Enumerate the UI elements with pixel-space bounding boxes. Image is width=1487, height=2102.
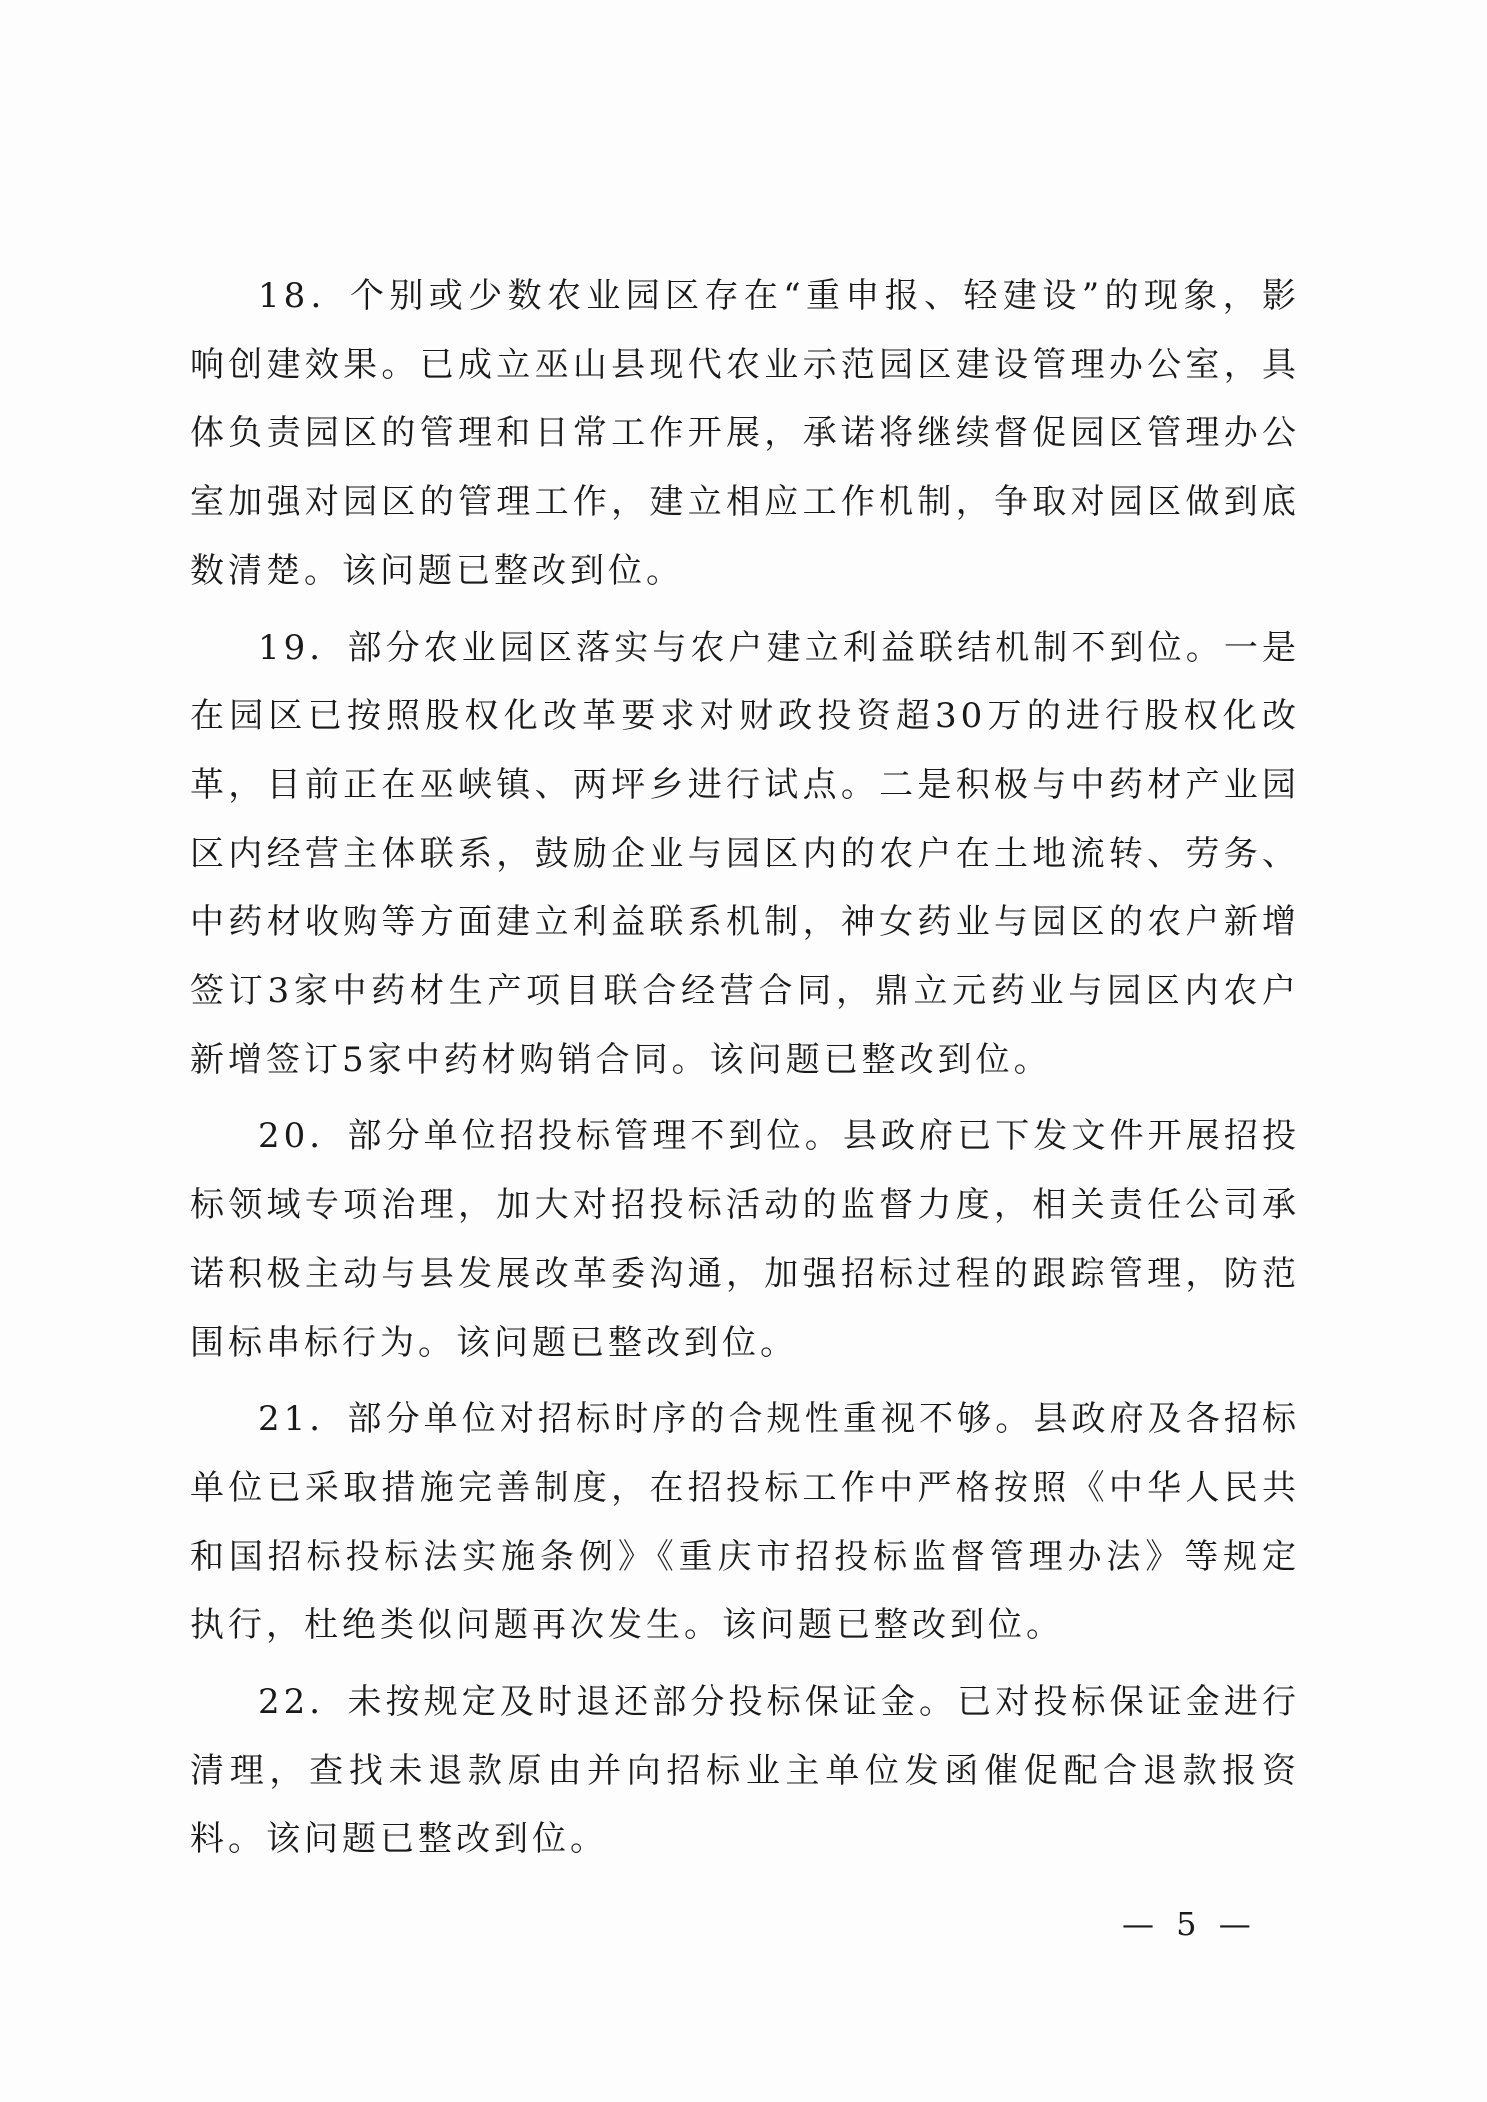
paragraph-20: 20．部分单位招投标管理不到位。县政府已下发文件开展招投标领域专项治理，加大对招投标活动的监督力度，相关责任公司承诺积极主动与县发展改革委沟通，加强招标过程的跟踪管理，防范围标串标行为。该问题已整改到位。 <box>190 1116 1300 1363</box>
page-number: — 5 — <box>1122 1905 1257 1943</box>
paragraph-21: 21．部分单位对招标时序的合规性重视不够。县政府及各招标单位已采取措施完善制度，在招投标工作中严格按照《中华人民共和国招标投标法实施条例》《重庆市招投标监督管理办法》等规定执行，杜绝类似问题再次发生。该问题已整改到位。 <box>190 1399 1300 1646</box>
document-body <box>190 262 1300 1882</box>
paragraph-19: 19．部分农业园区落实与农户建立利益联结机制不到位。一是在园区已按照股权化改革要求对财政投资超30万的进行股权化改革，目前正在巫峡镇、两坪乡进行试点。二是积极与中药材产业园区内经营主体联系，鼓励企业与园区内的农户在土地流转、劳务、中药材收购等方面建立利益联系机制，神女药业与园区的农户新增签订3家中药材生产项目联合经营合同，鼎立元药业与园区内农户新增签订5家中药材购销合同。该问题已整改到位。 <box>190 627 1300 1080</box>
paragraph-18: 18．个别或少数农业园区存在“重申报、轻建设”的现象，影响创建效果。已成立巫山县现代农业示范园区建设管理办公室，具体负责园区的管理和日常工作开展，承诺将继续督促园区管理办公室加强对园区的管理工作，建立相应工作机制，争取对园区做到底数清楚。该问题已整改到位。 <box>190 276 1300 591</box>
paragraph-22: 22．未按规定及时退还部分投标保证金。已对投标保证金进行清理，查找未退款原由并向招标业主单位发函催促配合退款报资料。该问题已整改到位。 <box>190 1682 1300 1860</box>
